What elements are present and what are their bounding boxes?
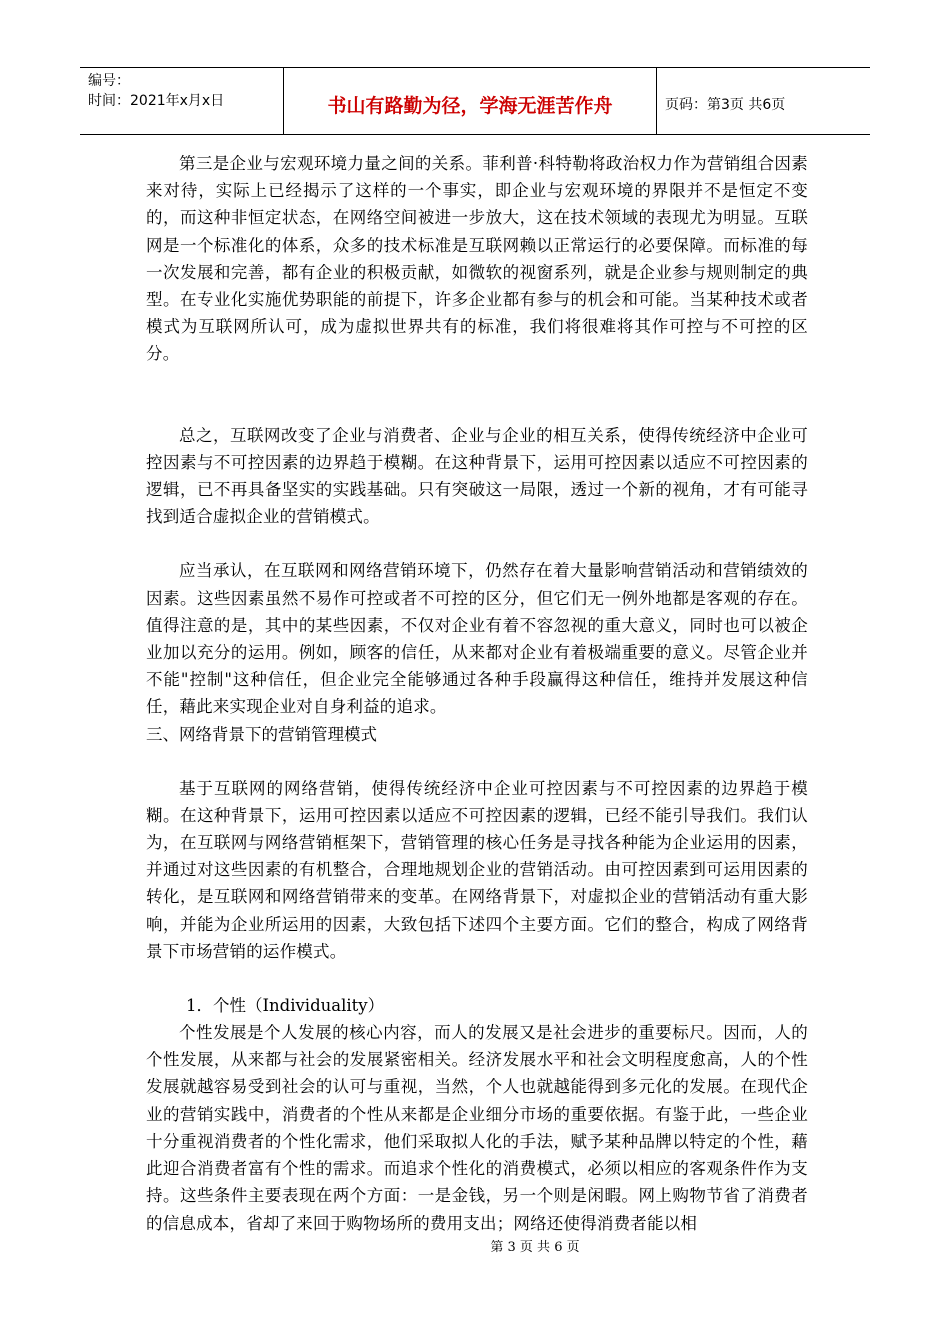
list-item-heading-1: 1．个性（Individuality） — [186, 996, 385, 1016]
page-header — [80, 67, 870, 135]
paragraph-5: 个性发展是个人发展的核心内容，而人的发展又是社会进步的重要标尺。因而，人的个性发展，从来都与社会的发展紧密相关。经济发展水平和社会文明程度愈高，人的个性发展就越容易受到社会的认可与重视，当然，个人也就越能得到多元化的发展。在现代企业的营销实践中，消费者的个性从来都是企业细分市场的重要依据。有鉴于此，一些企业十分重视消费者的个性化需求，他们采取拟人化的手法，赋予某种品牌以特定的个性，藉此迎合消费者富有个性的需求。而追求个性化的消费模式，必须以相应的客观条件作为支持。这些条件主要表现在两个方面：一是金钱，另一个则是闲暇。网上购物节省了消费者的信息成本，省却了来回于购物场所的费用支出；网络还使得消费者能以相 — [146, 1023, 808, 1233]
page-footer: 第 3 页 共 6 页 — [490, 1240, 580, 1255]
spacer — [146, 965, 808, 992]
paragraph-4: 基于互联网的网络营销，使得传统经济中企业可控因素与不可控因素的边界趋于模糊。在这种背景下，运用可控因素以适应不可控因素的逻辑，已经不能引导我们。我们认为，在互联网与网络营销框架下，营销管理的核心任务是寻找各种能为企业运用的因素，并通过对这些因素的有机整合，合理地规划企业的营销活动。由可控因素到可运用因素的转化，是互联网和网络营销带来的变革。在网络背景下，对虚拟企业的营销活动有重大影响，并能为企业所运用的因素，大致包括下述四个主要方面。它们的整合，构成了网络背景下市场营销的运作模式。 — [146, 778, 808, 961]
header-page-number: 页码：第3页 共6页 — [665, 97, 786, 113]
header-motto: 书山有路勤为径，学海无涯苦作舟 — [284, 68, 657, 134]
document-number: 编号： — [88, 73, 130, 89]
paragraph-3: 应当承认，在互联网和网络营销环境下，仍然存在着大量影响营销活动和营销绩效的因素。这些因素虽然不易作可控或者不可控的区分，但它们无一例外地都是客观的存在。值得注意的是，其中的某些因素，不仅对企业有着不容忽视的重大意义，同时也可以被企业加以充分的运用。例如，顾客的信任，从来都对企业有着极端重要的意义。尽管企业并不能"控制"这种信任，但企业完全能够通过各种手段赢得这种信任，维持并发展这种信任，藉此来实现企业对自身利益的追求。 — [146, 561, 808, 717]
spacer — [146, 530, 808, 557]
section-heading-3: 三、网络背景下的营销管理模式 — [146, 724, 377, 744]
document-date: 时间：2021年x月x日 — [88, 93, 225, 109]
header-meta — [80, 68, 284, 134]
paragraph-2: 总之，互联网改变了企业与消费者、企业与企业的相互关系，使得传统经济中企业可控因素与不可控因素的边界趋于模糊。在这种背景下，运用可控因素以适应不可控因素的逻辑，已不再具备坚实的实践基础。只有突破这一局限，透过一个新的视角，才有可能寻找到适合虚拟企业的营销模式。 — [146, 425, 808, 527]
document-body — [146, 150, 808, 1237]
spacer — [146, 368, 808, 422]
spacer — [146, 748, 808, 775]
paragraph-1: 第三是企业与宏观环境力量之间的关系。菲利普·科特勒将政治权力作为营销组合因素来对待，实际上已经揭示了这样的一个事实，即企业与宏观环境的界限并不是恒定不变的，而这种非恒定状态，在网络空间被进一步放大，这在技术领域的表现尤为明显。互联网是一个标准化的体系，众多的技术标准是互联网赖以正常运行的必要保障。而标准的每一次发展和完善，都有企业的积极贡献，如微软的视窗系列，就是企业参与规则制定的典型。在专业化实施优势职能的前提下，许多企业都有参与的机会和可能。当某种技术或者模式为互联网所认可，成为虚拟世界共有的标准，我们将很难将其作可控与不可控的区分。 — [146, 154, 808, 364]
